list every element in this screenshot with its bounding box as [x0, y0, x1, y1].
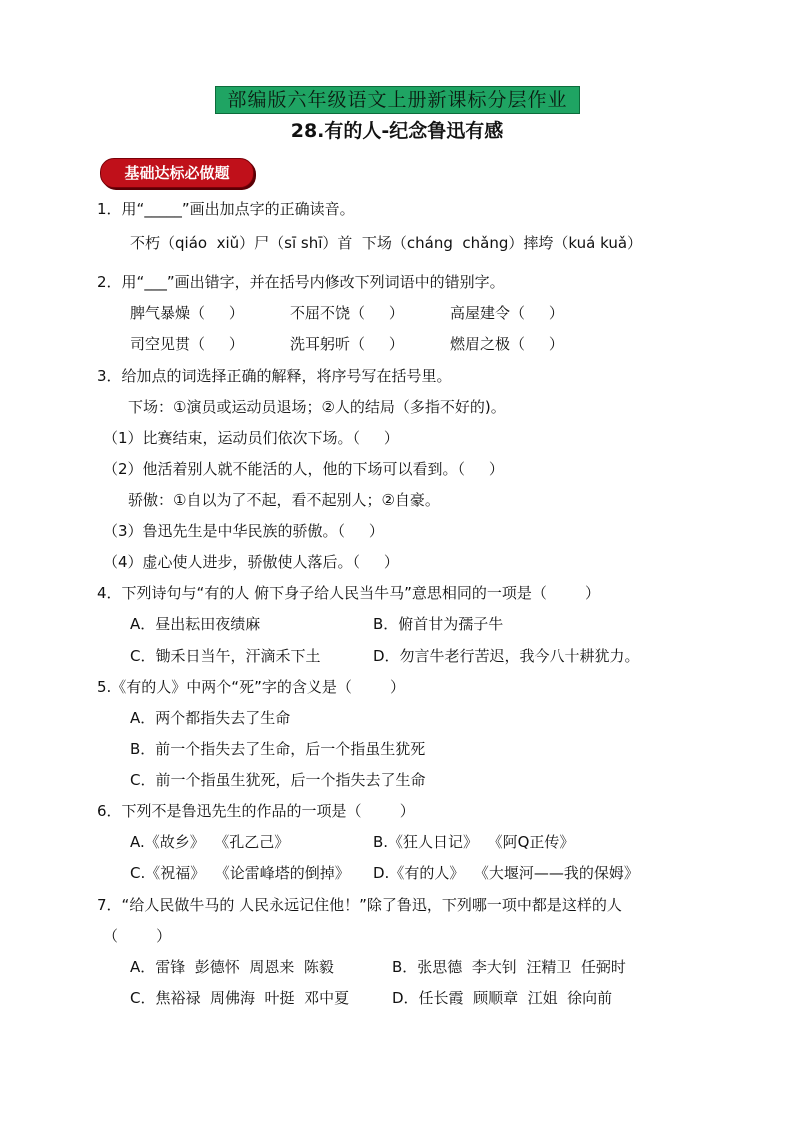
question-3-stem: 3．给加点的词选择正确的解释，将序号写在括号里。 — [97, 367, 452, 385]
question-7-answer-paren: （ ） — [103, 927, 172, 945]
question-7-option-b: B．张思德 李大钊 汪精卫 任弼时 — [392, 958, 626, 976]
question-6-option-b: B.《狂人日记》 《阿Q正传》 — [373, 833, 575, 851]
question-2-word: 不屈不饶（ ） — [290, 304, 404, 322]
question-5-option-b: B．前一个指失去了生命，后一个指虽生犹死 — [130, 740, 426, 758]
question-5-option-a: A．两个都指失去了生命 — [130, 709, 291, 727]
question-1-stem: 1．用“_____”画出加点字的正确读音。 — [97, 200, 355, 218]
question-5-stem: 5.《有的人》中两个“死”字的含义是（ ） — [97, 678, 405, 696]
section-badge: 基础达标必做题 — [100, 158, 254, 188]
question-7-stem: 7．“给人民做牛马的 人民永远记住他！”除了鲁迅，下列哪一项中都是这样的人 — [97, 896, 622, 914]
question-2-word: 高屋建令（ ） — [450, 304, 564, 322]
question-3-sentence-2: （2）他活着别人就不能活的人，他的下场可以看到。（ ） — [103, 460, 504, 478]
question-4-option-c: C．锄禾日当午，汗滴禾下土 — [130, 647, 321, 665]
question-6-stem: 6．下列不是鲁迅先生的作品的一项是（ ） — [97, 802, 415, 820]
question-3-sentence-4: （4）虚心使人进步，骄傲使人落后。（ ） — [103, 553, 399, 571]
question-6-option-c: C.《祝福》 《论雷峰塔的倒掉》 — [130, 864, 350, 882]
question-3-definition-1: 下场：①演员或运动员退场；②人的结局（多指不好的)。 — [128, 398, 506, 416]
question-4-option-d: D．勿言牛老行苦迟，我今八十耕犹力。 — [373, 647, 640, 665]
question-2-stem: 2．用“___”画出错字，并在括号内修改下列词语中的错别字。 — [97, 273, 505, 291]
question-3-definition-2: 骄傲：①自以为了不起，看不起别人；②自豪。 — [128, 491, 440, 509]
question-7-option-c: C．焦裕禄 周佛海 叶挺 邓中夏 — [130, 989, 350, 1007]
question-4-stem: 4．下列诗句与“有的人 俯下身子给人民当牛马”意思相同的一项是（ ） — [97, 584, 601, 602]
series-title: 部编版六年级语文上册新课标分层作业 — [215, 86, 580, 114]
question-2-word: 燃眉之极（ ） — [450, 335, 564, 353]
question-2-word: 脾气暴燥（ ） — [130, 304, 244, 322]
question-5-option-c: C．前一个指虽生犹死，后一个指失去了生命 — [130, 771, 426, 789]
question-7-option-d: D．任长霞 顾顺章 江姐 徐向前 — [392, 989, 613, 1007]
lesson-title: 28.有的人-纪念鲁迅有感 — [290, 120, 504, 142]
question-2-word: 洗耳躬听（ ） — [290, 335, 404, 353]
question-2-word: 司空见贯（ ） — [130, 335, 244, 353]
question-6-option-a: A.《故乡》 《孔乙己》 — [130, 833, 290, 851]
question-3-sentence-3: （3）鲁迅先生是中华民族的骄傲。（ ） — [103, 522, 384, 540]
question-4-option-b: B．俯首甘为孺子牛 — [373, 615, 504, 633]
question-3-sentence-1: （1）比赛结束，运动员们依次下场。（ ） — [103, 429, 399, 447]
question-7-option-a: A．雷锋 彭德怀 周恩来 陈毅 — [130, 958, 334, 976]
question-6-option-d: D.《有的人》 《大堰河——我的保姆》 — [373, 864, 639, 882]
question-1-items: 不朽（qiáo xiǔ）尸（sī shī）首 下场（cháng chǎng）摔垮（kuá kuǎ） — [130, 234, 643, 252]
question-4-option-a: A．昼出耘田夜绩麻 — [130, 615, 261, 633]
